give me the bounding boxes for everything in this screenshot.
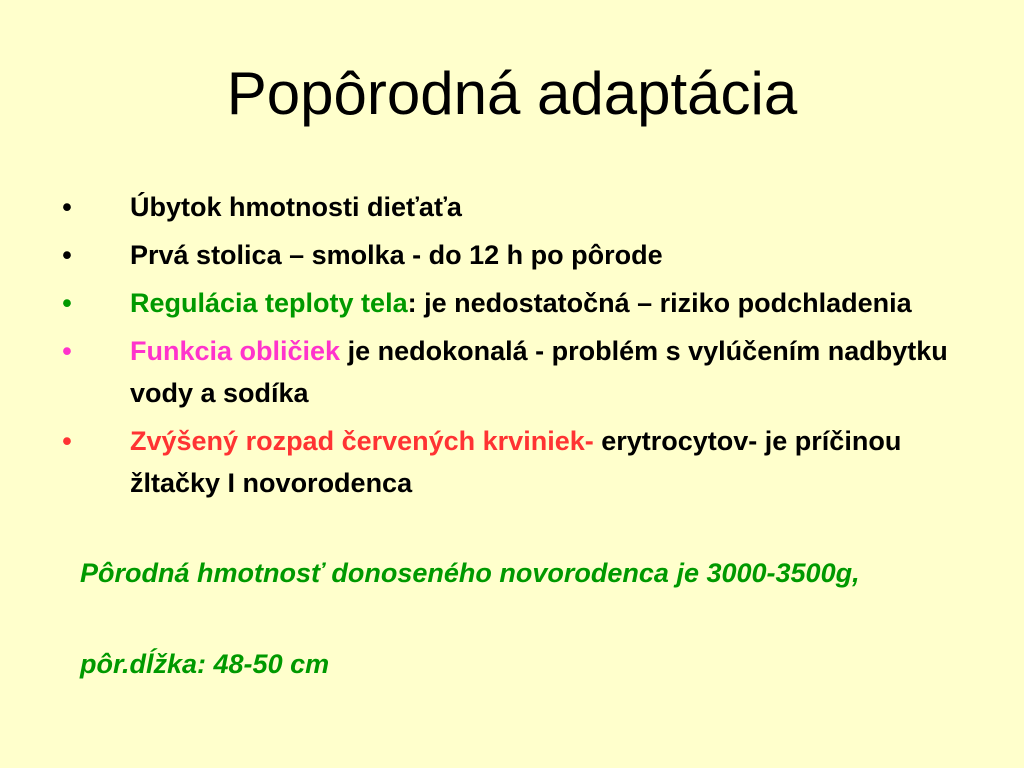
bullet-highlight: Zvýšený rozpad červených krviniek- <box>130 426 594 456</box>
bullet-marker: • <box>62 336 72 366</box>
bullet-marker: • <box>62 192 72 222</box>
note-birth-weight: Pôrodná hmotnosť donoseného novorodenca je 3000-3500g, <box>80 558 860 588</box>
bullet-item <box>57 330 977 414</box>
bullet-marker: • <box>62 240 72 270</box>
bullet-item <box>57 234 977 276</box>
bullet-text: je nedokonalá - problém s vylúčením nadbytku vody a sodíka <box>130 336 948 408</box>
bullet-item <box>57 282 977 324</box>
bullet-item <box>57 420 977 504</box>
bullet-marker: • <box>62 426 72 456</box>
bullet-item <box>57 186 977 228</box>
bullet-highlight: Funkcia obličiek <box>130 336 341 366</box>
bullet-text: Úbytok hmotnosti dieťaťa <box>130 192 462 222</box>
bullet-marker: • <box>62 288 72 318</box>
bullet-text: erytrocytov- je príčinou žltačky I novorodenca <box>130 426 902 498</box>
note-birth-length: pôr.dĺžka: 48-50 cm <box>80 649 330 679</box>
slide-title: Popôrodná adaptácia <box>226 60 798 127</box>
bullet-highlight: Regulácia teploty tela <box>130 288 408 318</box>
bullet-list <box>57 186 977 510</box>
bullet-text: Prvá stolica – smolka - do 12 h po pôrode <box>130 240 663 270</box>
bullet-text: : je nedostatočná – riziko podchladenia <box>407 288 912 318</box>
